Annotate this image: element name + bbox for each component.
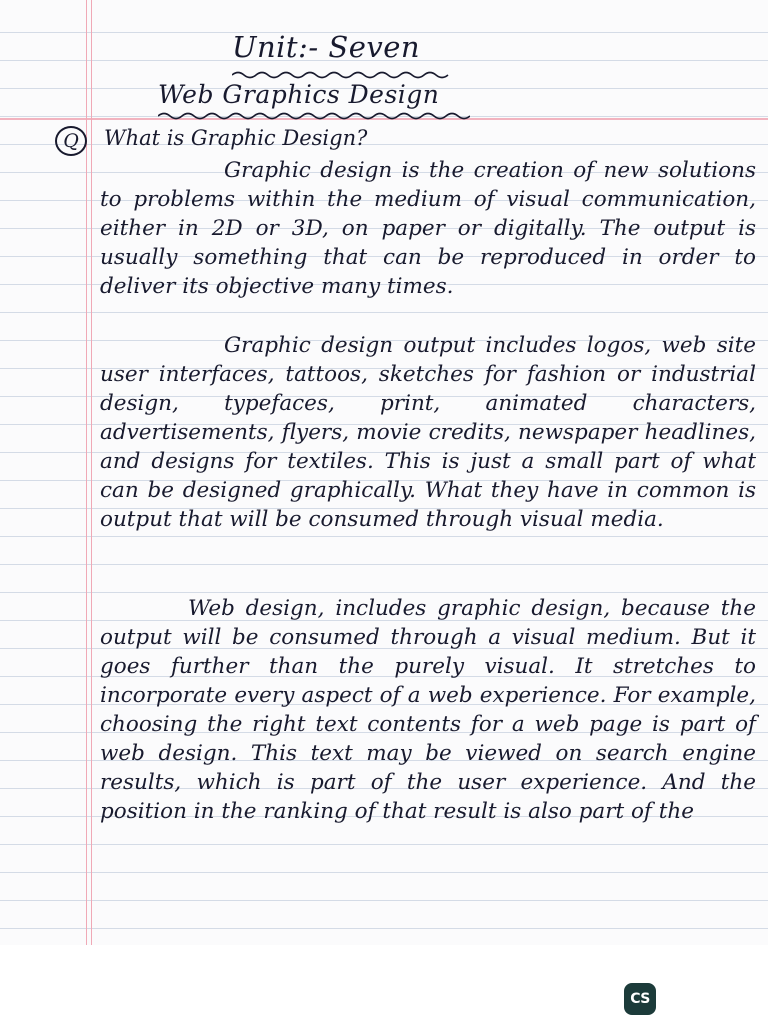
unit-title: Unit:- Seven <box>232 30 421 64</box>
paragraph-web-design: Web design, includes graphic design, because the output will be consumed through a visual medium. But it goes further than the purely visual. It stretches to incorporate every aspect of a web experience. For example, choosing the right text contents for a web page is part of web design. This text may be viewed on search engine results, which is part of the user experience. And the position in the ranking of that result is also part of the <box>100 596 756 824</box>
paragraph-definition: Graphic design is the creation of new solutions to problems within the medium of visual communication, either in 2D or 3D, on paper or digitally. The output is usually something that can be reproduced in order to deliver its objective many times. <box>100 158 756 299</box>
paragraph-outputs: Graphic design output includes logos, web site user interfaces, tattoos, sketches for fashion or industrial design, typefaces, print, animated characters, advertisements, flyers, movie credits, newspaper headlines, and designs for textiles. This is just a small part of what can be designed graphically. What they have in common is output that will be consumed through visual media. <box>100 333 756 532</box>
subtitle: Web Graphics Design <box>158 80 440 109</box>
margin-line-right <box>91 0 92 945</box>
camscanner-logo: CS <box>624 983 656 1015</box>
question-heading: What is Graphic Design? <box>104 126 368 150</box>
subtitle-underline-squiggle <box>158 111 470 121</box>
title-underline-squiggle <box>232 70 454 80</box>
question-marker: Q <box>55 126 87 156</box>
